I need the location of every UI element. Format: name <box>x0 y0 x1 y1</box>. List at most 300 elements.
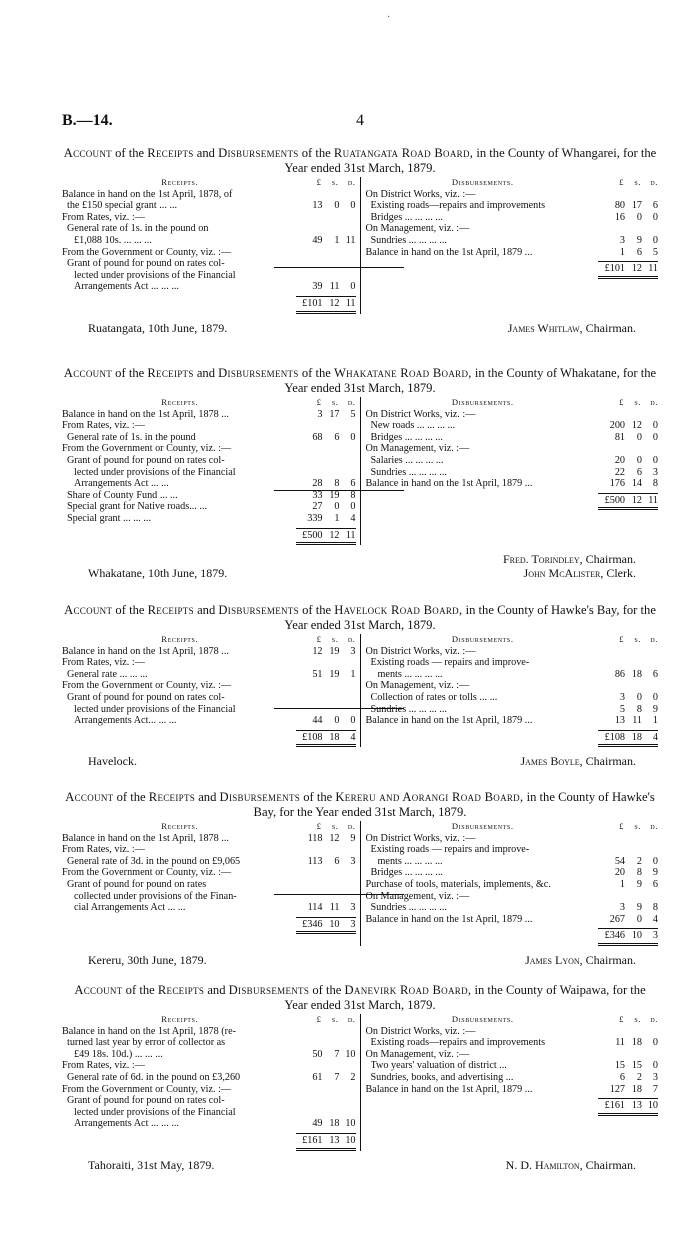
ledger-row <box>62 478 356 490</box>
ledger-row <box>366 856 659 868</box>
ledger-amount <box>600 432 658 444</box>
total-pence: 11 <box>648 494 658 506</box>
amount-pence: 0 <box>652 431 658 443</box>
amount-pence: 0 <box>652 420 658 432</box>
ledger-row <box>62 867 356 879</box>
ledger-row <box>366 833 659 845</box>
ledger-item: £49 18s. 10d.) ... ... ... <box>74 1048 163 1060</box>
ledger-row <box>366 223 659 235</box>
title-word-disbursements: Disbursements <box>218 603 299 617</box>
ledger-item: the £150 special grant ... ... <box>67 200 178 212</box>
ledger-row <box>366 247 659 259</box>
ledger-item: General rate of 1s. in the pound on <box>67 223 209 235</box>
signatory-role: Chairman. <box>582 952 636 967</box>
column-header <box>62 177 356 189</box>
title-word-receipts: Receipts <box>147 366 194 380</box>
amount-pence: 8 <box>350 489 356 501</box>
ledger-item: turned last year by error of collector as <box>67 1037 226 1049</box>
ledger-item: Arrangements Act... ... ... <box>74 715 177 727</box>
ledger-row <box>62 891 356 903</box>
ledger-row <box>62 1026 356 1038</box>
total-pence: 11 <box>648 263 658 275</box>
ledger-item: From Rates, viz. :— <box>62 657 145 669</box>
receipts-column <box>62 821 361 946</box>
shillings-symbol: s. <box>331 634 339 644</box>
ledger-item: Existing roads — repairs and improve- <box>370 844 530 856</box>
ledger-amount <box>600 1084 658 1096</box>
pounds-symbol: £ <box>619 397 624 407</box>
amount-pounds: 54 <box>614 855 625 867</box>
amount-shillings: 0 <box>334 501 340 513</box>
disbursements-column <box>361 1014 659 1151</box>
ledger-row <box>366 902 659 914</box>
ledger-row <box>366 1037 659 1049</box>
ledger-item: On Management, viz. :— <box>365 443 470 455</box>
ledger-item: Special grant for Native roads... ... <box>67 501 208 513</box>
ledger-item: Bridges ... ... ... ... <box>370 211 443 223</box>
total-row <box>62 1133 356 1151</box>
pence-symbol: d. <box>347 177 356 187</box>
ledger-item: Special grant ... ... ... <box>67 512 152 524</box>
total-pence: 4 <box>350 731 356 743</box>
ledger-row <box>62 1060 356 1072</box>
ledger-row <box>62 1049 356 1061</box>
amount-pounds: 49 <box>312 1118 323 1130</box>
ledger-row <box>366 669 659 681</box>
ledger-row <box>366 1049 659 1061</box>
total-amount <box>296 917 356 935</box>
amount-pence: 5 <box>350 408 356 420</box>
ledger-row <box>62 692 356 704</box>
amount-pence: 4 <box>652 913 658 925</box>
title-word-disbursements: Disbursements <box>228 983 310 997</box>
ledger-row <box>62 1072 356 1084</box>
ledger-row <box>62 1095 356 1107</box>
currency-header <box>600 397 658 409</box>
signatory <box>506 1158 636 1172</box>
shillings-symbol: s. <box>634 821 641 831</box>
receipts-column <box>62 397 361 545</box>
ledger-row <box>366 200 659 212</box>
ledger-amount <box>600 212 658 224</box>
total-shillings: 13 <box>631 1100 642 1112</box>
ledger-item: On District Works, viz. :— <box>365 408 476 420</box>
ledger-row <box>366 891 659 903</box>
amount-pence: 3 <box>350 855 356 867</box>
title-county: in the County of Whangarei, for the Year ended 31st March, 1879. <box>284 146 657 175</box>
title-word-receipts: Receipts <box>157 983 205 997</box>
account-block <box>62 983 658 1174</box>
signatory-primary <box>506 1158 636 1172</box>
total-shillings: 18 <box>329 731 340 743</box>
ledger-row <box>366 235 659 247</box>
title-text: of the <box>309 983 345 997</box>
total-amount <box>598 1098 658 1116</box>
amount-shillings: 0 <box>636 454 642 466</box>
ledger-amount <box>600 902 658 914</box>
ledger-row <box>62 646 356 658</box>
total-pounds: £101 <box>302 297 323 309</box>
amount-shillings: 8 <box>636 703 642 715</box>
ledger-row <box>366 914 659 926</box>
ledger-amount <box>600 1037 658 1049</box>
currency-header <box>600 177 658 189</box>
ledger-row <box>62 844 356 856</box>
column-header <box>62 397 356 409</box>
ledger-item: Existing roads—repairs and improvements <box>370 200 546 212</box>
signatory-primary <box>520 754 636 768</box>
amount-pence: 3 <box>652 466 658 478</box>
section-divider <box>274 267 404 268</box>
currency-header <box>600 821 658 833</box>
ledger-item: Two years' valuation of district ... <box>370 1060 507 1072</box>
amount-pence: 3 <box>652 1071 658 1083</box>
signature-line <box>62 552 658 582</box>
title-text: of the <box>112 603 148 617</box>
title-word-account: Account <box>64 603 113 617</box>
amount-pence: 0 <box>350 200 356 212</box>
ledger-item: Sundries ... ... ... ... <box>370 902 447 914</box>
ledger-row <box>366 189 659 201</box>
signatory-name: James Boyle, <box>520 754 583 769</box>
amount-pence: 9 <box>652 867 658 879</box>
title-text: of the <box>113 790 149 804</box>
total-row <box>366 1098 659 1116</box>
ledger-row <box>366 715 659 727</box>
title-text: of the <box>122 983 158 997</box>
total-amount <box>296 296 356 314</box>
ledger-row <box>366 212 659 224</box>
amount-shillings: 17 <box>631 200 642 212</box>
ledger-row <box>62 715 356 727</box>
amount-shillings: 6 <box>636 466 642 478</box>
amount-shillings: 18 <box>631 668 642 680</box>
account-columns <box>62 821 658 946</box>
ledger-row <box>366 467 659 479</box>
signatory <box>503 552 636 580</box>
pence-symbol: d. <box>650 397 658 407</box>
amount-pounds: 50 <box>312 1048 323 1060</box>
ledger-row <box>62 409 356 421</box>
ledger-amount <box>600 235 658 247</box>
ledger-row <box>62 680 356 692</box>
amount-shillings: 1 <box>334 234 340 246</box>
amount-pence: 10 <box>345 1118 356 1130</box>
title-text: of the <box>298 366 334 380</box>
account-block <box>62 790 658 969</box>
ledger-amount <box>600 455 658 467</box>
amount-pounds: 339 <box>307 512 323 524</box>
total-amount <box>598 928 658 946</box>
amount-shillings: 17 <box>329 408 340 420</box>
signatory-primary <box>525 953 636 967</box>
pounds-symbol: £ <box>316 177 322 187</box>
ledger-item: General rate of 6d. in the pound on £3,260 <box>67 1071 241 1083</box>
amount-shillings: 12 <box>631 420 642 432</box>
signature-line <box>62 953 658 969</box>
total-amount <box>598 261 658 279</box>
total-pence: 10 <box>647 1100 658 1112</box>
column-label: Receipts. <box>161 1014 199 1024</box>
title-word-disbursements: Disbursements <box>218 366 299 380</box>
ledger-item: cial Arrangements Act ... ... <box>74 902 186 914</box>
ledger-row <box>62 189 356 201</box>
amount-pounds: 5 <box>619 703 625 715</box>
section-divider <box>274 490 404 491</box>
ledger-row <box>62 270 356 282</box>
ledger-item: On District Works, viz. :— <box>365 1025 476 1037</box>
place-and-date: Ruatangata, 10th June, 1879. <box>88 320 228 335</box>
column-label: Disbursements. <box>451 821 514 831</box>
column-header <box>62 634 356 646</box>
pence-symbol: d. <box>347 1014 356 1024</box>
signatory-role: Chairman. <box>582 1157 636 1172</box>
ledger-item: From Rates, viz. :— <box>62 844 145 856</box>
ledger-item: On District Works, viz. :— <box>365 188 476 200</box>
signatory-role: Chairman. <box>582 754 636 769</box>
ledger-row <box>62 879 356 891</box>
ledger-item: Existing roads — repairs and improve- <box>370 657 530 669</box>
ledger-amount <box>600 692 658 704</box>
shillings-symbol: s. <box>634 397 641 407</box>
amount-shillings: 19 <box>329 668 340 680</box>
amount-shillings: 18 <box>329 1118 340 1130</box>
ledger-amount <box>298 513 356 525</box>
column-header <box>366 177 659 189</box>
total-pounds: £500 <box>604 494 625 506</box>
amount-pence: 3 <box>350 645 356 657</box>
ledger-item: Balance in hand on the 1st April, 1878 (re- <box>62 1025 236 1037</box>
total-shillings: 10 <box>329 918 340 930</box>
total-row <box>366 261 659 279</box>
currency-header <box>298 634 356 646</box>
amount-pence: 0 <box>350 501 356 513</box>
amount-pence: 0 <box>652 234 658 246</box>
column-label: Disbursements. <box>451 1014 514 1024</box>
amount-shillings: 0 <box>334 715 340 727</box>
total-amount <box>296 730 356 748</box>
signatory-role: Chairman. <box>582 320 636 335</box>
signatory-name: James Lyon, <box>525 952 583 967</box>
amount-shillings: 0 <box>334 200 340 212</box>
total-row <box>366 493 659 511</box>
ledger-item: Bridges ... ... ... ... <box>370 867 443 879</box>
ledger-amount <box>600 715 658 727</box>
amount-shillings: 19 <box>329 645 340 657</box>
ledger-item: Arrangements Act ... ... <box>74 478 169 490</box>
ledger-item: Grant of pound for pound on rates col- <box>67 691 225 703</box>
amount-pence: 3 <box>350 902 356 914</box>
ledger-row <box>366 844 659 856</box>
total-shillings: 10 <box>631 930 642 942</box>
amount-shillings: 1 <box>334 512 340 524</box>
account-block <box>62 366 658 582</box>
ledger-row <box>62 513 356 525</box>
ledger-item: General rate of 3d. in the pound on £9,065 <box>67 855 241 867</box>
ledger-amount <box>298 200 356 212</box>
amount-pounds: 20 <box>614 867 625 879</box>
ledger-item: Bridges ... ... ... ... <box>370 431 443 443</box>
amount-pounds: 113 <box>307 855 323 867</box>
ledger-item: General rate of 1s. in the pound <box>67 431 196 443</box>
ledger-amount <box>600 1072 658 1084</box>
pence-symbol: d. <box>347 634 356 644</box>
board-name: Kereru and Aorangi Road Board, <box>335 790 524 804</box>
ledger-amount <box>600 200 658 212</box>
amount-shillings: 8 <box>334 478 340 490</box>
amount-pence: 1 <box>652 715 658 727</box>
section-divider <box>274 894 404 895</box>
amount-shillings: 0 <box>636 913 642 925</box>
column-label: Receipts. <box>161 821 199 831</box>
amount-pounds: 176 <box>609 478 625 490</box>
ledger-row <box>366 432 659 444</box>
ledger-amount <box>298 490 356 502</box>
column-header <box>366 634 659 646</box>
account-block <box>62 146 658 337</box>
signatory-name: James Whitlaw, <box>507 320 583 335</box>
amount-pence: 0 <box>652 1037 658 1049</box>
ledger-row <box>62 420 356 432</box>
ledger-row <box>62 1107 356 1119</box>
ledger-row <box>62 432 356 444</box>
ledger-row <box>366 1026 659 1038</box>
signatory <box>525 953 636 967</box>
ledger-item: Grant of pound for pound on rates col- <box>67 258 225 270</box>
pounds-symbol: £ <box>316 821 322 831</box>
amount-pounds: 15 <box>614 1060 625 1072</box>
amount-pence: 0 <box>652 691 658 703</box>
amount-pence: 4 <box>350 512 356 524</box>
pounds-symbol: £ <box>619 177 624 187</box>
title-text: and <box>193 146 219 160</box>
total-pounds: £161 <box>604 1100 625 1112</box>
ledger-amount <box>298 1072 356 1084</box>
column-label: Disbursements. <box>451 177 514 187</box>
title-text: of the <box>300 790 336 804</box>
title-word-account: Account <box>74 983 123 997</box>
ledger-amount <box>298 1049 356 1061</box>
section-divider <box>274 708 404 709</box>
ledger-row <box>62 833 356 845</box>
amount-pounds: 118 <box>307 832 323 844</box>
amount-shillings: 0 <box>636 431 642 443</box>
total-row <box>62 917 356 935</box>
ledger-item: From Rates, viz. :— <box>62 1060 145 1072</box>
ledger-item: On Management, viz. :— <box>365 223 470 235</box>
column-label: Receipts. <box>161 177 199 187</box>
total-shillings: 12 <box>631 494 642 506</box>
ledger-amount <box>298 1118 356 1130</box>
ledger-item: Grant of pound for pound on rates <box>67 878 207 890</box>
ledger-item: Existing roads—repairs and improvements <box>370 1037 546 1049</box>
amount-shillings: 0 <box>636 211 642 223</box>
ledger-row <box>62 247 356 259</box>
amount-pence: 0 <box>350 715 356 727</box>
ledger-amount <box>298 902 356 914</box>
pence-symbol: d. <box>650 177 658 187</box>
receipts-column <box>62 177 361 314</box>
amount-shillings: 6 <box>334 855 340 867</box>
ledger-amount <box>600 856 658 868</box>
signature-line <box>62 754 658 770</box>
pounds-symbol: £ <box>316 397 322 407</box>
total-pence: 11 <box>345 529 356 541</box>
receipts-column <box>62 634 361 747</box>
title-text: of the <box>112 366 148 380</box>
ledger-amount <box>600 867 658 879</box>
ledger-amount <box>600 467 658 479</box>
pence-symbol: d. <box>347 397 356 407</box>
shillings-symbol: s. <box>331 1014 339 1024</box>
account-columns <box>62 1014 658 1151</box>
account-columns <box>62 397 658 545</box>
place-and-date: Havelock. <box>88 754 137 769</box>
ledger-item: ments ... ... ... ... <box>377 855 443 867</box>
amount-pence: 6 <box>350 478 356 490</box>
total-amount <box>296 528 356 546</box>
title-county: in the County of Hawke's Bay, for the Year ended 31st March, 1879. <box>253 790 655 819</box>
pence-symbol: d. <box>650 634 658 644</box>
ledger-item: Balance in hand on the 1st April, 1879 ... <box>365 478 533 490</box>
amount-pounds: 86 <box>614 668 625 680</box>
ledger-amount <box>298 501 356 513</box>
ledger-item: From the Government or County, viz. :— <box>62 246 232 258</box>
signatory <box>520 754 636 768</box>
amount-pence: 5 <box>652 246 658 258</box>
disbursements-column <box>361 634 659 747</box>
ledger-row <box>62 669 356 681</box>
ledger-item: Balance in hand on the 1st April, 1879 ... <box>365 1083 533 1095</box>
board-name: Danevirk Road Board, <box>344 983 472 997</box>
amount-pounds: 13 <box>614 715 625 727</box>
amount-shillings: 2 <box>636 1071 642 1083</box>
ledger-item: From the Government or County, viz. :— <box>62 867 232 879</box>
pounds-symbol: £ <box>619 821 624 831</box>
ledger-item: Balance in hand on the 1st April, 1878 ... <box>62 645 229 657</box>
title-word-account: Account <box>65 790 114 804</box>
currency-header <box>298 397 356 409</box>
signatory-name: Fred. Torindley, <box>503 552 583 567</box>
ledger-amount <box>600 1060 658 1072</box>
ledger-row <box>366 478 659 490</box>
ledger-item: Balance in hand on the 1st April, 1879 ... <box>365 913 533 925</box>
amount-pounds: 1 <box>619 878 625 890</box>
ledger-row <box>62 258 356 270</box>
ledger-row <box>62 1084 356 1096</box>
ledger-amount <box>298 646 356 658</box>
amount-pounds: 11 <box>615 1037 625 1049</box>
ledger-row <box>62 281 356 293</box>
ledger-amount <box>600 420 658 432</box>
amount-pounds: 3 <box>619 691 625 703</box>
signatory-primary <box>503 552 636 566</box>
total-pence: 10 <box>345 1134 356 1146</box>
title-county: in the County of Waipawa, for the Year ended 31st March, 1879. <box>284 983 646 1012</box>
ledger-item: Share of County Fund ... ... <box>67 489 178 501</box>
signature-line <box>62 1158 658 1174</box>
total-pounds: £346 <box>604 930 625 942</box>
ledger-row <box>62 856 356 868</box>
amount-pounds: 44 <box>312 715 323 727</box>
amount-shillings: 2 <box>636 855 642 867</box>
title-word-receipts: Receipts <box>148 790 196 804</box>
amount-pence: 0 <box>350 281 356 293</box>
total-row <box>366 928 659 946</box>
title-word-disbursements: Disbursements <box>218 146 299 160</box>
amount-pence: 0 <box>652 1060 658 1072</box>
amount-pounds: 80 <box>614 200 625 212</box>
